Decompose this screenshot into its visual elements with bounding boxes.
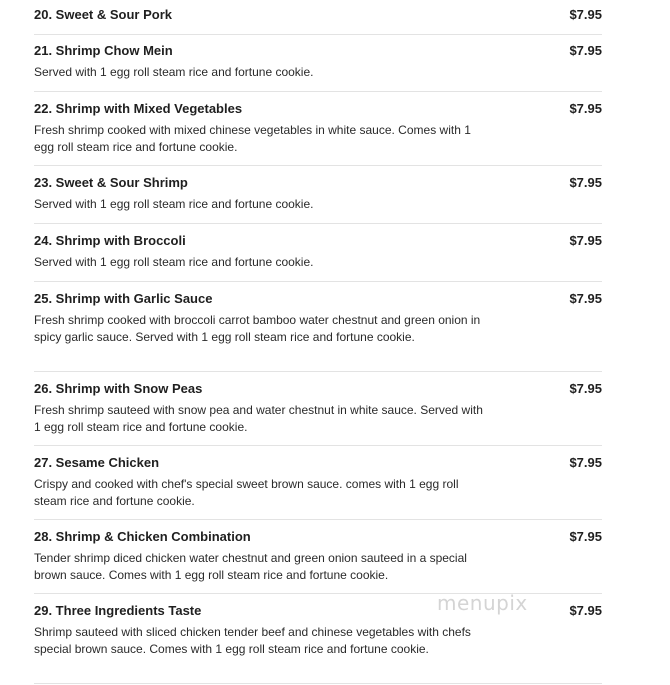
item-description: Tender shrimp diced chicken water chestnut and green onion sauteed in a special brown sauce. Comes with 1 egg roll steam rice and fortune cookie. [34, 551, 467, 582]
item-name: 29. Three Ingredients Taste [34, 603, 202, 618]
item-description: Shrimp sauteed with sliced chicken tender beef and chinese vegetables with chefs special brown sauce. Comes with 1 egg roll steam rice and fortune cookie. [34, 625, 471, 656]
item-price: $7.95 [569, 291, 602, 306]
item-price: $7.95 [569, 175, 602, 190]
item-price: $7.95 [569, 529, 602, 544]
item-name: 25. Shrimp with Garlic Sauce [34, 291, 213, 306]
item-price: $7.95 [569, 43, 602, 58]
menu-item [34, 520, 602, 594]
item-price: $7.95 [569, 381, 602, 396]
item-name: 22. Shrimp with Mixed Vegetables [34, 101, 243, 116]
menupix-watermark: menupix [437, 591, 528, 615]
item-name: 27. Sesame Chicken [34, 455, 160, 470]
item-price: $7.95 [569, 7, 602, 22]
item-name: 21. Shrimp Chow Mein [34, 43, 173, 58]
item-name: 28. Shrimp & Chicken Combination [34, 529, 251, 544]
item-description: Fresh shrimp cooked with mixed chinese vegetables in white sauce. Comes with 1 egg roll steam rice and fortune cookie. [34, 123, 471, 154]
item-description: Fresh shrimp cooked with broccoli carrot bamboo water chestnut and green onion in spicy garlic sauce. Served with 1 egg roll steam rice and fortune cookie. [34, 313, 481, 344]
item-price: $7.95 [569, 101, 602, 116]
menu-item [34, 166, 602, 224]
item-name: 23. Sweet & Sour Shrimp [34, 175, 188, 190]
menu-item [34, 224, 602, 282]
item-price: $7.95 [569, 233, 602, 248]
item-name: 20. Sweet & Sour Pork [34, 7, 172, 22]
item-name: 24. Shrimp with Broccoli [34, 233, 186, 248]
item-description: Served with 1 egg roll steam rice and fortune cookie. [34, 65, 314, 79]
menu-item [34, 0, 602, 35]
menu-item [34, 282, 602, 372]
item-description: Fresh shrimp sauteed with snow pea and water chestnut in white sauce. Served with 1 egg roll steam rice and fortune cookie. [34, 403, 483, 434]
item-description: Served with 1 egg roll steam rice and fortune cookie. [34, 255, 314, 269]
item-name: 26. Shrimp with Snow Peas [34, 381, 203, 396]
menu-item [34, 372, 602, 446]
item-price: $7.95 [569, 603, 602, 618]
item-price: $7.95 [569, 455, 602, 470]
menu-item [34, 35, 602, 92]
menu-item [34, 92, 602, 166]
item-description: Crispy and cooked with chef's special sweet brown sauce. comes with 1 egg roll steam rice and fortune cookie. [34, 477, 459, 508]
item-description: Served with 1 egg roll steam rice and fortune cookie. [34, 197, 314, 211]
menu-item [34, 446, 602, 520]
